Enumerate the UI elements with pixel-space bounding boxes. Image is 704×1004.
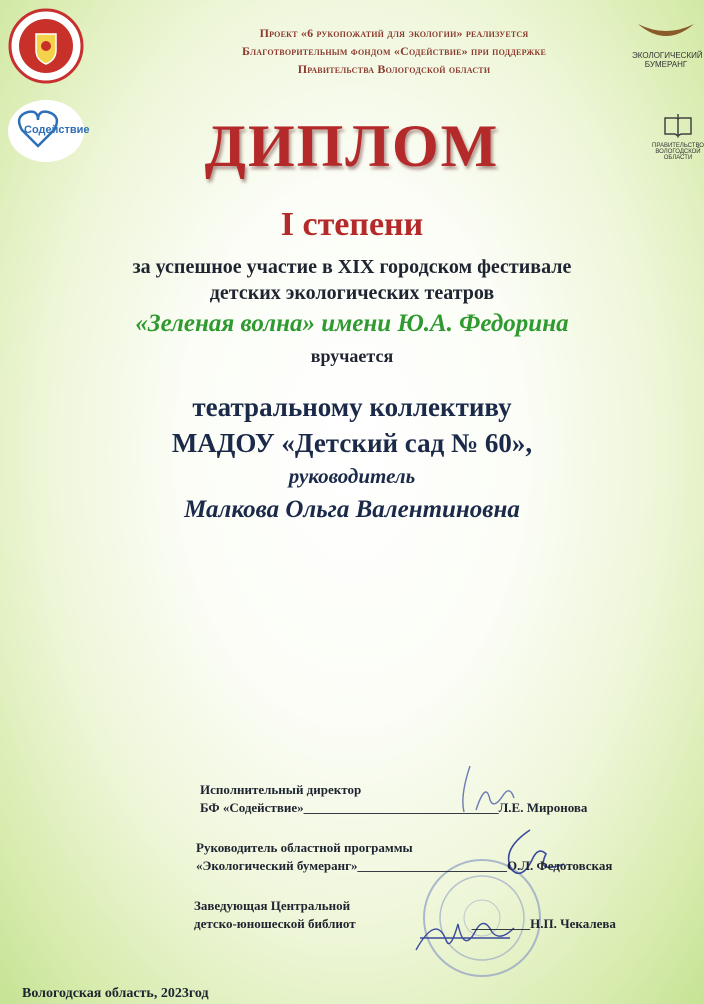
festival-name: «Зеленая волна» имени Ю.А. Федорина: [135, 310, 569, 337]
government-text-1: ПРАВИТЕЛЬСТВО: [652, 143, 704, 149]
recipient-line-1: театральному коллективу: [192, 392, 512, 422]
signature-1-name: Л.Е. Миронова: [498, 800, 588, 815]
header-line-2: Благотворительным фондом «Содействие» при поддержке: [241, 44, 547, 58]
signature-3-row: [194, 916, 616, 932]
signature-1-title: Исполнительный директор: [200, 782, 362, 797]
project-header: [174, 24, 614, 78]
leader-role: руководитель: [288, 464, 416, 488]
signature-1-org: БФ «Содействие»: [200, 800, 304, 815]
signature-3-title: Заведующая Центральной: [194, 898, 351, 913]
reason-line-2: детских экологических театров: [209, 282, 495, 304]
signature-fedotovskaya: [490, 826, 570, 886]
signature-2-title: Руководитель областной программы: [196, 840, 413, 855]
sodeystvie-logo-text: Содействие: [24, 124, 90, 136]
signature-2-org: «Экологический бумеранг»: [196, 858, 358, 873]
signature-3-line: _________: [471, 916, 531, 931]
eco-boomerang-text-1: ЭКОЛОГИЧЕСКИЙ: [632, 51, 703, 60]
diploma-degree: I степени: [280, 206, 424, 243]
signature-2-row: [196, 858, 612, 874]
signature-1-row: [200, 800, 587, 816]
header-line-3: Правительства Вологодской области: [297, 62, 491, 76]
leader-name: Малкова Ольга Валентиновна: [184, 496, 520, 523]
header-line-1: Проект «6 рукопожатий для экологии» реализуется: [259, 26, 529, 40]
eco-boomerang-logo: [632, 18, 703, 78]
region-emblem-logo: [8, 8, 84, 84]
eco-boomerang-text-2: БУМЕРАНГ: [644, 60, 688, 69]
reason-line-1: за успешное участие в XIX городском фестивале: [132, 256, 572, 278]
government-text-3: ОБЛАСТИ: [663, 155, 693, 161]
government-text-2: ВОЛОГОДСКОЙ: [655, 149, 701, 155]
signature-2-line: _______________________: [357, 858, 507, 873]
diploma-title: ДИПЛОМ: [204, 113, 500, 179]
recipient-line-2: МАДОУ «Детский сад № 60»,: [171, 428, 533, 458]
signature-3-name: Н.П. Чекалева: [530, 916, 616, 931]
awarded-label: вручается: [310, 346, 394, 366]
signature-2-name: О.Л. Федотовская: [506, 858, 613, 873]
signature-3-org: детско-юношеской библиот: [194, 916, 356, 931]
signature-1-line: ______________________________: [303, 800, 499, 815]
footer-location-year: Вологодская область, 2023год: [22, 986, 209, 1001]
